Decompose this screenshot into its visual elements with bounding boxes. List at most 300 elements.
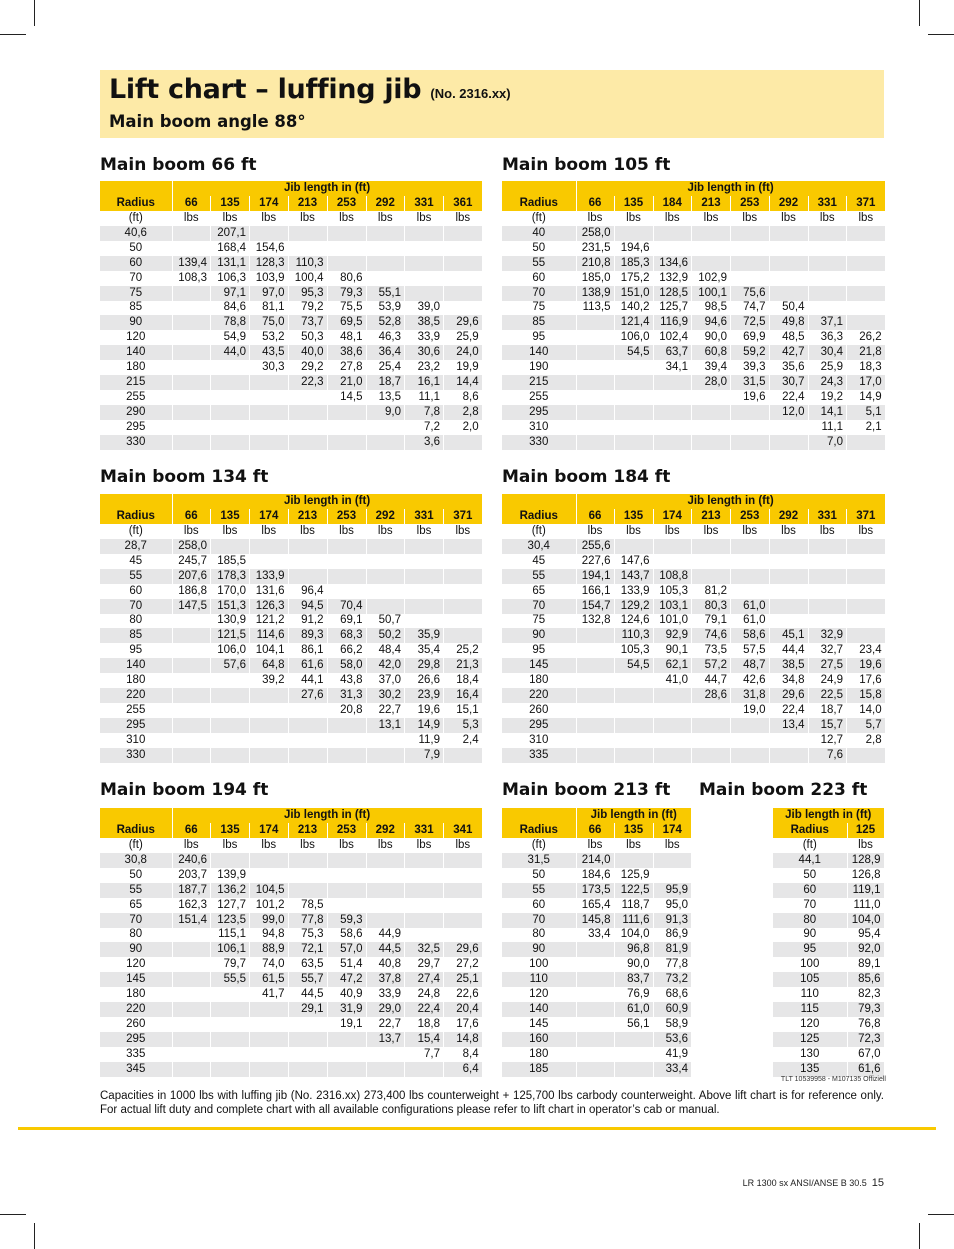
capacity-unit: lbs: [250, 211, 289, 226]
capacity-cell: [614, 853, 653, 868]
capacity-cell: [211, 853, 250, 868]
radius-unit: (ft): [502, 524, 576, 539]
capacity-cell: [250, 435, 289, 450]
capacity-cell: [288, 554, 327, 569]
table-row: [100, 688, 482, 703]
jib-length-value: 174: [653, 823, 692, 838]
capacity-unit: lbs: [769, 524, 808, 539]
capacity-cell: 106,1: [211, 942, 250, 957]
capacity-cell: [288, 733, 327, 748]
capacity-cell: [288, 868, 327, 883]
capacity-cell: [405, 599, 444, 614]
capacity-cell: [444, 628, 483, 643]
capacity-cell: [211, 405, 250, 420]
capacity-cell: [614, 390, 653, 405]
capacity-cell: 76,8: [847, 1017, 884, 1032]
radius-cell: 95: [502, 330, 576, 345]
radius-cell: 28,7: [100, 539, 172, 554]
capacity-cell: 115,1: [211, 928, 250, 943]
crop-mark: [0, 1214, 26, 1215]
capacity-cell: [731, 226, 770, 241]
capacity-cell: [731, 420, 770, 435]
capacity-cell: 23,4: [847, 643, 886, 658]
capacity-cell: 32,7: [808, 643, 847, 658]
radius-header: Radius: [502, 823, 576, 838]
table-row: [502, 286, 885, 301]
capacity-cell: 7,6: [808, 748, 847, 763]
radius-cell: 130: [773, 1047, 847, 1062]
radius-header: Radius: [773, 823, 847, 838]
radius-cell: 140: [502, 1002, 576, 1017]
capacity-cell: [614, 405, 653, 420]
capacity-cell: 139,9: [211, 868, 250, 883]
jib-length-value: 253: [327, 196, 366, 211]
capacity-unit: lbs: [288, 838, 327, 853]
capacity-cell: 151,0: [614, 286, 653, 301]
capacity-cell: [172, 688, 211, 703]
lift-table: [100, 181, 483, 450]
capacity-unit: lbs: [250, 838, 289, 853]
capacity-cell: 58,6: [327, 928, 366, 943]
unit-row: [502, 211, 885, 226]
table-row: [502, 987, 692, 1002]
capacity-cell: [653, 435, 692, 450]
radius-cell: 185: [502, 1062, 576, 1077]
crop-mark: [919, 1223, 920, 1249]
capacity-cell: [288, 1032, 327, 1047]
capacity-cell: 27,6: [288, 688, 327, 703]
capacity-cell: [327, 868, 366, 883]
capacity-cell: [327, 898, 366, 913]
jib-length-header: Jib length in (ft): [172, 181, 482, 196]
jib-length-value: 331: [405, 823, 444, 838]
radius-cell: 70: [100, 271, 172, 286]
capacity-unit: lbs: [366, 838, 405, 853]
capacity-cell: 25,9: [444, 330, 483, 345]
table-row: [773, 883, 884, 898]
capacity-cell: [769, 420, 808, 435]
table-row: [502, 1002, 692, 1017]
capacity-cell: 22,5: [808, 688, 847, 703]
capacity-cell: 57,2: [692, 658, 731, 673]
capacity-cell: [808, 599, 847, 614]
table-row: [773, 853, 884, 868]
capacity-cell: [211, 390, 250, 405]
table-row: [502, 256, 885, 271]
capacity-cell: [250, 375, 289, 390]
radius-cell: 70: [100, 913, 172, 928]
capacity-unit: lbs: [288, 211, 327, 226]
capacity-cell: [576, 1062, 614, 1077]
table-row: [502, 554, 885, 569]
capacity-cell: 143,7: [614, 569, 653, 584]
capacity-cell: [808, 301, 847, 316]
capacity-cell: 104,1: [250, 643, 289, 658]
capacity-cell: [405, 913, 444, 928]
table-row: [100, 330, 482, 345]
capacity-cell: 110,3: [614, 628, 653, 643]
radius-cell: 90: [773, 928, 847, 943]
column-header-row: [502, 196, 885, 211]
capacity-cell: [250, 554, 289, 569]
capacity-cell: 25,4: [366, 360, 405, 375]
capacity-cell: [405, 853, 444, 868]
table-row: [502, 271, 885, 286]
capacity-cell: [808, 226, 847, 241]
capacity-cell: 42,0: [366, 658, 405, 673]
capacity-cell: 154,6: [250, 241, 289, 256]
capacity-cell: [653, 375, 692, 390]
capacity-cell: [614, 435, 653, 450]
capacity-cell: [692, 569, 731, 584]
capacity-cell: [366, 599, 405, 614]
capacity-cell: [614, 539, 653, 554]
table-row: [502, 957, 692, 972]
capacity-cell: [444, 868, 483, 883]
capacity-cell: 76,9: [614, 987, 653, 1002]
capacity-cell: 43,5: [250, 345, 289, 360]
capacity-cell: [172, 375, 211, 390]
table-row: [100, 569, 482, 584]
radius-cell: 310: [502, 733, 576, 748]
capacity-unit: lbs: [769, 211, 808, 226]
table-row: [100, 345, 482, 360]
capacity-cell: 16,1: [405, 375, 444, 390]
capacity-cell: 30,4: [808, 345, 847, 360]
radius-cell: 180: [100, 673, 172, 688]
capacity-cell: [366, 241, 405, 256]
capacity-cell: 3,6: [405, 435, 444, 450]
capacity-cell: [614, 226, 653, 241]
table-row: [100, 271, 482, 286]
capacity-cell: 16,4: [444, 688, 483, 703]
capacity-cell: 48,4: [366, 643, 405, 658]
capacity-cell: 44,9: [366, 928, 405, 943]
capacity-cell: 38,6: [327, 345, 366, 360]
capacity-unit: lbs: [692, 524, 731, 539]
capacity-cell: 14,4: [444, 375, 483, 390]
radius-unit: (ft): [100, 838, 172, 853]
capacity-cell: [769, 241, 808, 256]
capacity-cell: [405, 271, 444, 286]
capacity-cell: [692, 241, 731, 256]
radius-cell: 80: [100, 928, 172, 943]
capacity-cell: [250, 1017, 289, 1032]
header-blank: [100, 494, 172, 509]
capacity-cell: 100,4: [288, 271, 327, 286]
radius-cell: 120: [773, 1017, 847, 1032]
capacity-cell: [172, 703, 211, 718]
table-row: [773, 868, 884, 883]
table-row: [100, 643, 482, 658]
capacity-cell: 19,2: [808, 390, 847, 405]
capacity-cell: 14,1: [808, 405, 847, 420]
radius-cell: 55: [502, 569, 576, 584]
capacity-cell: 111,6: [614, 913, 653, 928]
radius-cell: 60: [773, 883, 847, 898]
capacity-cell: [250, 718, 289, 733]
capacity-cell: 36,4: [366, 345, 405, 360]
capacity-cell: [769, 733, 808, 748]
table-row: [773, 1032, 884, 1047]
jib-length-value: 253: [731, 196, 770, 211]
capacity-unit: lbs: [576, 211, 614, 226]
radius-cell: 120: [502, 987, 576, 1002]
table-row: [502, 898, 692, 913]
table-row: [502, 539, 885, 554]
table-title: Main boom 223 ft: [699, 780, 868, 800]
capacity-cell: 13,5: [366, 390, 405, 405]
capacity-unit: lbs: [576, 838, 614, 853]
capacity-cell: [444, 256, 483, 271]
radius-cell: 135: [773, 1062, 847, 1077]
capacity-unit: lbs: [444, 524, 483, 539]
jib-length-value: 253: [731, 509, 770, 524]
capacity-cell: 39,3: [731, 360, 770, 375]
table-row: [773, 957, 884, 972]
document-reference: TLT 10539958 - M107135 Offiziell: [780, 1076, 886, 1083]
radius-cell: 145: [100, 972, 172, 987]
capacity-cell: 59,3: [327, 913, 366, 928]
radius-cell: 90: [502, 942, 576, 957]
capacity-cell: [576, 1002, 614, 1017]
jib-length-value: 213: [692, 196, 731, 211]
capacity-cell: 61,0: [614, 1002, 653, 1017]
capacity-cell: 103,1: [653, 599, 692, 614]
capacity-cell: [614, 688, 653, 703]
capacity-cell: [769, 256, 808, 271]
capacity-cell: 39,0: [405, 301, 444, 316]
capacity-cell: 31,9: [327, 1002, 366, 1017]
radius-cell: 90: [502, 628, 576, 643]
capacity-cell: 81,9: [653, 942, 692, 957]
capacity-cell: [808, 256, 847, 271]
capacity-cell: 44,7: [692, 673, 731, 688]
capacity-cell: 35,6: [769, 360, 808, 375]
radius-cell: 40,6: [100, 226, 172, 241]
capacity-cell: [172, 1062, 211, 1077]
capacity-cell: 128,9: [847, 853, 884, 868]
capacity-cell: [731, 435, 770, 450]
capacity-cell: 214,0: [576, 853, 614, 868]
capacity-cell: [288, 703, 327, 718]
jib-length-value: 292: [769, 196, 808, 211]
capacity-cell: 41,0: [653, 673, 692, 688]
capacity-cell: 29,7: [405, 957, 444, 972]
capacity-unit: lbs: [614, 211, 653, 226]
capacity-cell: 34,1: [653, 360, 692, 375]
radius-unit: (ft): [100, 211, 172, 226]
table-row: [502, 1032, 692, 1047]
unit-row: [100, 211, 482, 226]
capacity-cell: [172, 241, 211, 256]
capacity-cell: 136,2: [211, 883, 250, 898]
capacity-cell: 106,0: [211, 643, 250, 658]
capacity-cell: [653, 241, 692, 256]
capacity-cell: [614, 1047, 653, 1062]
table-row: [100, 539, 482, 554]
capacity-cell: 18,7: [366, 375, 405, 390]
crop-mark: [34, 1223, 35, 1249]
capacity-cell: [614, 718, 653, 733]
capacity-unit: lbs: [172, 524, 211, 539]
capacity-cell: [366, 748, 405, 763]
capacity-cell: 95,9: [653, 883, 692, 898]
table-row: [502, 390, 885, 405]
jib-length-value: 371: [847, 196, 886, 211]
capacity-cell: 44,5: [366, 942, 405, 957]
capacity-cell: 21,3: [444, 658, 483, 673]
capacity-cell: 63,5: [288, 957, 327, 972]
radius-cell: 220: [502, 688, 576, 703]
radius-cell: 45: [502, 554, 576, 569]
table-row: [502, 913, 692, 928]
capacity-cell: [172, 435, 211, 450]
capacity-cell: 32,9: [808, 628, 847, 643]
table-row: [502, 883, 692, 898]
capacity-cell: 75,3: [288, 928, 327, 943]
capacity-cell: [288, 883, 327, 898]
capacity-cell: [288, 390, 327, 405]
capacity-cell: 23,2: [405, 360, 444, 375]
capacity-cell: 173,5: [576, 883, 614, 898]
jib-length-value: 66: [576, 196, 614, 211]
jib-length-row: [502, 808, 692, 823]
capacity-cell: [692, 554, 731, 569]
table-row: [773, 1002, 884, 1017]
capacity-cell: [172, 628, 211, 643]
capacity-cell: 25,2: [444, 643, 483, 658]
capacity-cell: [847, 256, 886, 271]
capacity-cell: 22,4: [405, 1002, 444, 1017]
capacity-cell: [769, 554, 808, 569]
unit-row: [502, 524, 885, 539]
capacity-cell: 44,1: [288, 673, 327, 688]
capacity-cell: 90,0: [614, 957, 653, 972]
table-row: [100, 1032, 482, 1047]
capacity-cell: 86,1: [288, 643, 327, 658]
jib-length-value: 292: [366, 509, 405, 524]
capacity-cell: 97,0: [250, 286, 289, 301]
jib-length-value: 135: [211, 509, 250, 524]
capacity-cell: 95,4: [847, 928, 884, 943]
unit-row: [100, 524, 482, 539]
capacity-cell: [366, 256, 405, 271]
capacity-cell: [576, 435, 614, 450]
capacity-cell: [692, 226, 731, 241]
table-row: [502, 1047, 692, 1062]
jib-length-value: 135: [211, 196, 250, 211]
capacity-cell: 185,0: [576, 271, 614, 286]
capacity-cell: 37,0: [366, 673, 405, 688]
capacity-cell: 15,8: [847, 688, 886, 703]
table-row: [502, 1017, 692, 1032]
capacity-cell: 102,4: [653, 330, 692, 345]
capacity-cell: 106,3: [211, 271, 250, 286]
capacity-cell: 119,1: [847, 883, 884, 898]
capacity-cell: 128,3: [250, 256, 289, 271]
capacity-cell: [172, 614, 211, 629]
page-title: [109, 74, 511, 105]
capacity-cell: 27,4: [405, 972, 444, 987]
capacity-unit: lbs: [327, 838, 366, 853]
capacity-cell: 74,0: [250, 957, 289, 972]
capacity-cell: 145,8: [576, 913, 614, 928]
footer-rule: [18, 1127, 936, 1130]
radius-cell: 335: [502, 748, 576, 763]
capacity-cell: 79,3: [847, 1002, 884, 1017]
capacity-cell: 33,4: [576, 928, 614, 943]
radius-cell: 50: [100, 868, 172, 883]
capacity-cell: 11,1: [808, 420, 847, 435]
capacity-cell: [366, 569, 405, 584]
capacity-cell: 28,0: [692, 375, 731, 390]
table-row: [773, 987, 884, 1002]
capacity-cell: [172, 405, 211, 420]
capacity-cell: 94,5: [288, 599, 327, 614]
jib-length-row: [502, 494, 885, 509]
table-row: [100, 868, 482, 883]
jib-length-value: 331: [808, 509, 847, 524]
radius-cell: 140: [100, 658, 172, 673]
capacity-cell: [172, 643, 211, 658]
capacity-unit: lbs: [847, 838, 884, 853]
capacity-cell: [444, 913, 483, 928]
radius-cell: 215: [502, 375, 576, 390]
capacity-cell: 37,1: [808, 315, 847, 330]
capacity-cell: 38,5: [405, 315, 444, 330]
table-row: [100, 390, 482, 405]
capacity-cell: 25,9: [808, 360, 847, 375]
radius-cell: 310: [502, 420, 576, 435]
capacity-cell: 20,4: [444, 1002, 483, 1017]
table-row: [100, 1017, 482, 1032]
radius-cell: 75: [502, 614, 576, 629]
capacity-cell: 24,3: [808, 375, 847, 390]
capacity-unit: lbs: [576, 524, 614, 539]
capacity-cell: 130,9: [211, 614, 250, 629]
capacity-cell: 7,9: [405, 748, 444, 763]
capacity-cell: 22,4: [769, 390, 808, 405]
jib-length-value: 331: [405, 509, 444, 524]
jib-length-value: 135: [614, 509, 653, 524]
capacity-cell: 258,0: [576, 226, 614, 241]
jib-length-value: 66: [576, 509, 614, 524]
capacity-cell: [808, 271, 847, 286]
crop-mark: [928, 1214, 954, 1215]
table-row: [100, 658, 482, 673]
table-row: [100, 241, 482, 256]
capacity-cell: 78,5: [288, 898, 327, 913]
capacity-cell: [327, 554, 366, 569]
table-row: [100, 286, 482, 301]
capacity-cell: 24,8: [405, 987, 444, 1002]
capacity-cell: 101,2: [250, 898, 289, 913]
capacity-cell: 18,4: [444, 673, 483, 688]
jib-length-row: [773, 808, 884, 823]
jib-length-header: Jib length in (ft): [773, 808, 884, 823]
radius-cell: 80: [773, 913, 847, 928]
capacity-unit: lbs: [808, 211, 847, 226]
radius-cell: 70: [502, 599, 576, 614]
capacity-cell: [172, 315, 211, 330]
capacity-cell: [211, 673, 250, 688]
capacity-cell: [250, 539, 289, 554]
radius-cell: 110: [773, 987, 847, 1002]
capacity-cell: [211, 1062, 250, 1077]
capacity-cell: 73,5: [692, 643, 731, 658]
capacity-cell: 185,3: [614, 256, 653, 271]
